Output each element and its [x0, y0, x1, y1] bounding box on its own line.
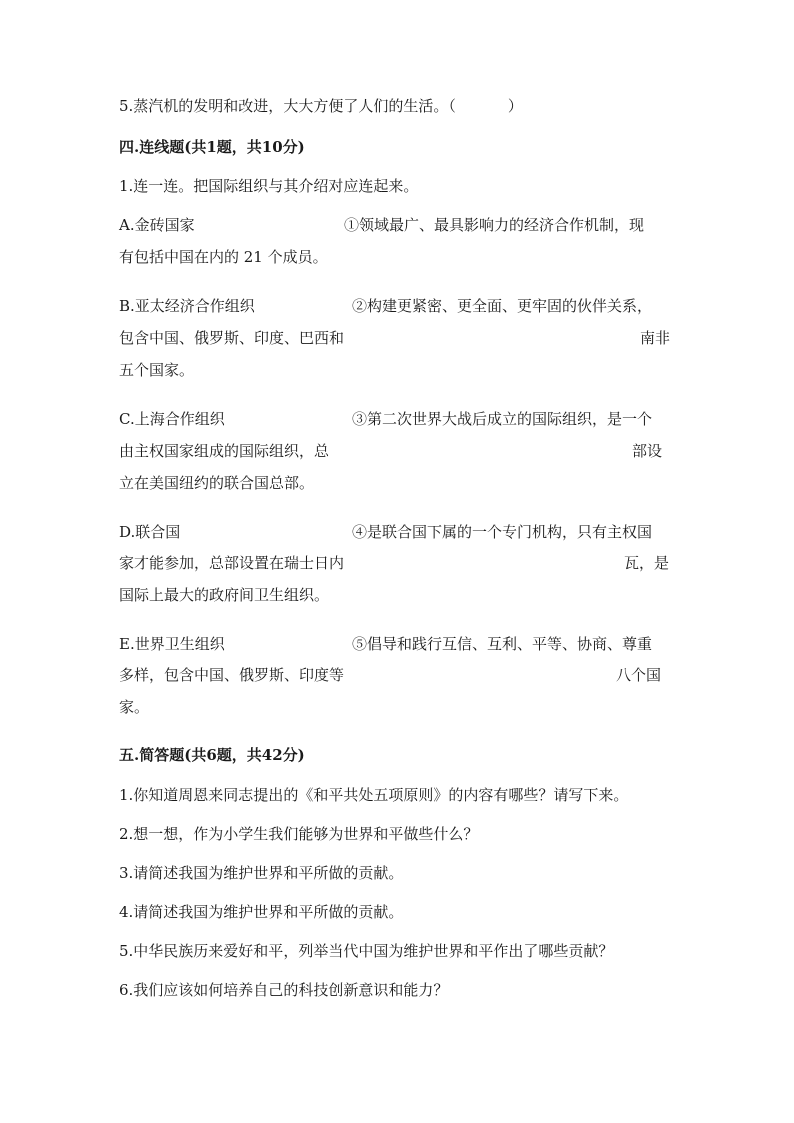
match-item-a-desc-line1: ①领域最广、最具影响力的经济合作机制，现 [344, 216, 645, 234]
match-item-a-left: A.金砖国家 [119, 216, 195, 234]
match-item-d-left: D.联合国 [119, 523, 181, 541]
match-item-e-desc-line2-right: 八个国 [616, 666, 662, 684]
match-item-c-desc-line2-right: 部设 [632, 442, 663, 460]
match-item-b-desc-line3: 五个国家。 [119, 361, 195, 379]
short-answer-question-3: 3.请简述我国为维护世界和平所做的贡献。 [119, 864, 404, 882]
match-item-e-left: E.世界卫生组织 [119, 635, 225, 653]
short-answer-question-1: 1.你知道周恩来同志提出的《和平共处五项原则》的内容有哪些？请写下来。 [119, 786, 629, 804]
match-item-a-desc-line2: 有包括中国在内的 21 个成员。 [119, 248, 328, 266]
judgment-question-5-close: ） [507, 97, 523, 115]
short-answer-question-2: 2.想一想，作为小学生我们能够为世界和平做些什么？ [119, 825, 479, 843]
match-item-b-desc-line1: ②构建更紧密、更全面、更牢固的伙伴关系， [352, 297, 653, 315]
match-item-e-desc-line1: ⑤倡导和践行互信、互利、平等、协商、尊重 [352, 635, 653, 653]
match-item-d-desc-line1: ④是联合国下属的一个专门机构，只有主权国 [352, 523, 653, 541]
match-item-e-desc-line3: 家。 [119, 698, 150, 716]
section-5-heading: 五.简答题(共6题，共42分) [119, 746, 305, 764]
short-answer-question-6: 6.我们应该如何培养自己的科技创新意识和能力？ [119, 981, 449, 999]
matching-question-1: 1.连一连。把国际组织与其介绍对应连起来。 [119, 177, 419, 195]
short-answer-question-4: 4.请简述我国为维护世界和平所做的贡献。 [119, 903, 404, 921]
short-answer-question-5: 5.中华民族历来爱好和平，列举当代中国为维护世界和平作出了哪些贡献？ [119, 942, 614, 960]
match-item-b-desc-line2-right: 南非 [640, 329, 671, 347]
match-item-c-desc-line1: ③第二次世界大战后成立的国际组织，是一个 [352, 410, 653, 428]
judgment-question-5 [119, 96, 523, 116]
judgment-question-5-text: 5.蒸汽机的发明和改进，大大方便了人们的生活。（ [119, 97, 456, 115]
match-item-c-desc-line2: 由主权国家组成的国际组织，总 [119, 442, 330, 460]
match-item-b-desc-line2: 包含中国、俄罗斯、印度、巴西和 [119, 329, 345, 347]
match-item-c-desc-line3: 立在美国纽约的联合国总部。 [119, 474, 315, 492]
match-item-c-left: C.上海合作组织 [119, 410, 225, 428]
match-item-d-desc-line3: 国际上最大的政府间卫生组织。 [119, 586, 330, 604]
match-item-e-desc-line2: 多样，包含中国、俄罗斯、印度等 [119, 666, 345, 684]
match-item-b-left: B.亚太经济合作组织 [119, 297, 255, 315]
match-item-d-desc-line2-right: 瓦，是 [624, 554, 670, 572]
section-4-heading: 四.连线题(共1题，共10分) [119, 138, 305, 156]
match-item-d-desc-line2: 家才能参加，总部设置在瑞士日内 [119, 554, 345, 572]
